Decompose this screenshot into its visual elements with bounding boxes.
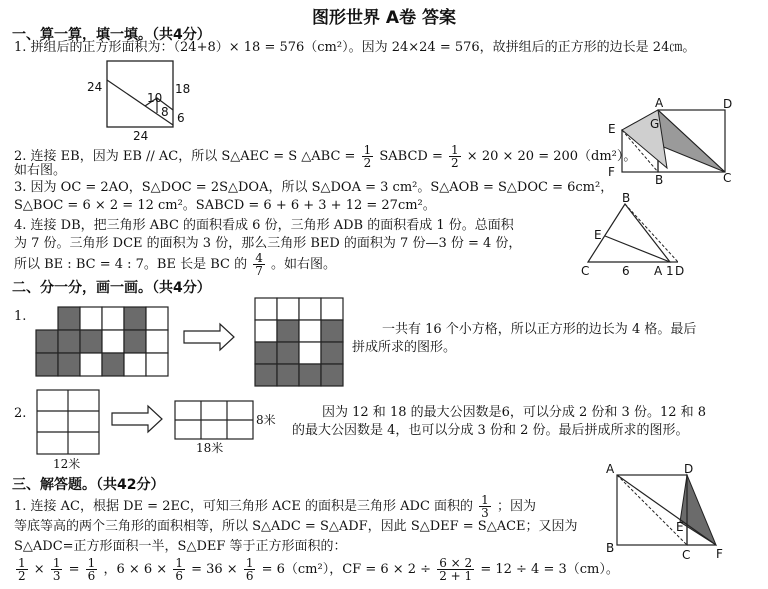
fraction-four-sevenths: $\frac{4}{7}$ [255, 251, 263, 278]
fraction-third-2: $\frac{1}{3}$ [52, 556, 61, 583]
section-3-heading: 三、解答题。（共42分） [12, 477, 165, 493]
fig6-label-D: D [684, 462, 694, 476]
figure-4-after-grid [255, 298, 345, 388]
fig3-label-E: E [594, 228, 602, 242]
fig2-label-D: D [723, 97, 733, 111]
q2-1-text-line-2: 拼成所求的图形。 [352, 340, 457, 355]
q3-1-line-1: 1. 连接 AC，根据 DE = 2EC，可知三角形 ACE 的面积是三角形 ADC 面积的 $\frac{1}{3}$ ；因为 [14, 493, 536, 520]
q1-3-line-1: 3. 因为 OC = 2AO，S△DOC = 2S△DOA，所以 S△DOA = 3 cm²。S△AOB = S△DOC = 6cm²， [14, 180, 614, 195]
label-8m: 8米 [256, 413, 276, 427]
section-1-heading: 一、算一算，填一填。（共4分） [12, 27, 211, 43]
fraction-big: $\frac{6 \times 2}{2 + 1}$ [439, 556, 473, 583]
fig6-label-A: A [606, 462, 615, 476]
fig3-label-D: D [675, 264, 685, 278]
fig1-label-18: 18 [175, 82, 191, 96]
fraction-sixth: $\frac{1}{6}$ [87, 556, 96, 583]
label-12m: 12米 [53, 457, 81, 471]
fig1-label-24-bottom: 24 [133, 129, 149, 143]
figure-4-before-grid [36, 307, 171, 377]
q1-4-line-3: 所以 BE : BC = 4 : 7。BE 长是 BC 的 $\frac{4}{7}$ 。如右图。 [14, 251, 337, 278]
fig3-label-A: A [654, 264, 663, 278]
fraction-half: $\frac{1}{2}$ [363, 143, 372, 170]
figure-2-triangles [605, 96, 745, 186]
fig1-label-10: 10 [147, 91, 163, 105]
fig2-label-C: C [723, 171, 732, 185]
fig3-label-C: C [581, 264, 590, 278]
q1-2-part-a: 2. 连接 EB，因为 EB // AC，所以 S△AEC = S △ABC = [14, 149, 356, 164]
q3-1-line-4: $\frac{1}{2}$ × $\frac{1}{3}$ = $\frac{1}{6}$ ，6 × 6 × $\frac{1}{6}$ = 36 × $\frac{1}{6}$ = 6（cm²），CF = 6 × 2 ÷ $\frac{6 \times 2}{2 + 1}$ = 12 ÷ 4 = 3（cm）。 [18, 556, 619, 583]
fig6-label-B: B [606, 541, 615, 555]
q2-1-text-line-1: 一共有 16 个小方格，所以正方形的边长为 4 格。最后 [382, 322, 697, 337]
fig3-label-B: B [622, 191, 631, 205]
fig2-label-E: E [608, 122, 616, 136]
fig6-label-E: E [676, 520, 684, 534]
figure-6-square [604, 460, 739, 560]
label-18m: 18米 [196, 441, 224, 455]
q3-1-line-3: S△ADC=正方形面积一半，S△DEF 等于正方形面积的： [14, 539, 347, 554]
page-title: 图形世界 A卷 答案 [312, 8, 456, 28]
figure-1-square [85, 58, 195, 143]
fig3-label-6: 6 [622, 264, 630, 278]
q3-1-line-2: 等底等高的两个三角形的面积相等，所以 S△ADC = S△ADF，因此 S△DEF = S△ACE；又因为 [14, 519, 578, 534]
fig6-label-F: F [716, 547, 723, 561]
fig6-label-C: C [682, 548, 691, 562]
figure-5-rect-18x8 [174, 400, 264, 445]
q1-2-text [14, 144, 636, 169]
fig1-label-6: 6 [177, 111, 185, 125]
q1-2-part-c: × 20 × 20 = 200（dm²）。 [466, 149, 637, 164]
fig2-label-G: G [650, 117, 660, 131]
figure-3-triangle [578, 192, 698, 277]
arrow-right-icon [182, 322, 237, 352]
q2-2-text-line-1: 因为 12 和 18 的最大公因数是6，可以分成 2 份和 3 份。12 和 8 [322, 405, 707, 420]
fraction-one-third: $\frac{1}{3}$ [481, 493, 489, 520]
q2-2-number: 2. [14, 406, 27, 421]
fraction-half-2: $\frac{1}{2}$ [451, 143, 459, 170]
q1-2-part-b: SABCD = [379, 149, 443, 164]
fig2-label-A: A [655, 96, 664, 110]
q1-2-note: 如右图。 [14, 163, 67, 178]
fig1-label-24-left: 24 [87, 80, 103, 94]
q1-1-text: 1. 拼组后的正方形面积为：（24+8）× 18 = 576（cm²）。因为 24×24 = 576，故拼组后的正方形的边长是 24㎝。 [14, 40, 696, 55]
q1-4-line-2: 为 7 份。三角形 DCE 的面积为 3 份，那么三角形 BED 的面积为 7 份—3 份 = 4 份， [14, 236, 522, 251]
fig3-label-1: 1 [666, 264, 674, 278]
fraction-sixth-3: $\frac{1}{6}$ [245, 556, 254, 583]
fraction-sixth-2: $\frac{1}{6}$ [175, 556, 183, 583]
arrow-right-icon-2 [110, 404, 165, 434]
q2-1-number: 1. [14, 309, 27, 324]
fig2-label-F: F [608, 165, 615, 179]
fig1-label-8: 8 [161, 105, 169, 119]
q2-2-text-line-2: 的最大公因数是 4，也可以分成 3 份和 2 份。最后拼成所求的图形。 [292, 423, 689, 438]
q1-3-line-2: S△BOC = 6 × 2 = 12 cm²。SABCD = 6 + 6 + 3 + 12 = 27cm²。 [14, 198, 436, 213]
fraction-half-3: $\frac{1}{2}$ [18, 556, 26, 583]
q1-4-line-1: 4. 连接 DB，把三角形 ABC 的面积看成 6 份，三角形 ADB 的面积看成 1 份。总面积 [14, 218, 514, 233]
fig2-label-B: B [655, 173, 664, 187]
section-2-heading: 二、分一分，画一画。（共4分） [12, 280, 211, 296]
